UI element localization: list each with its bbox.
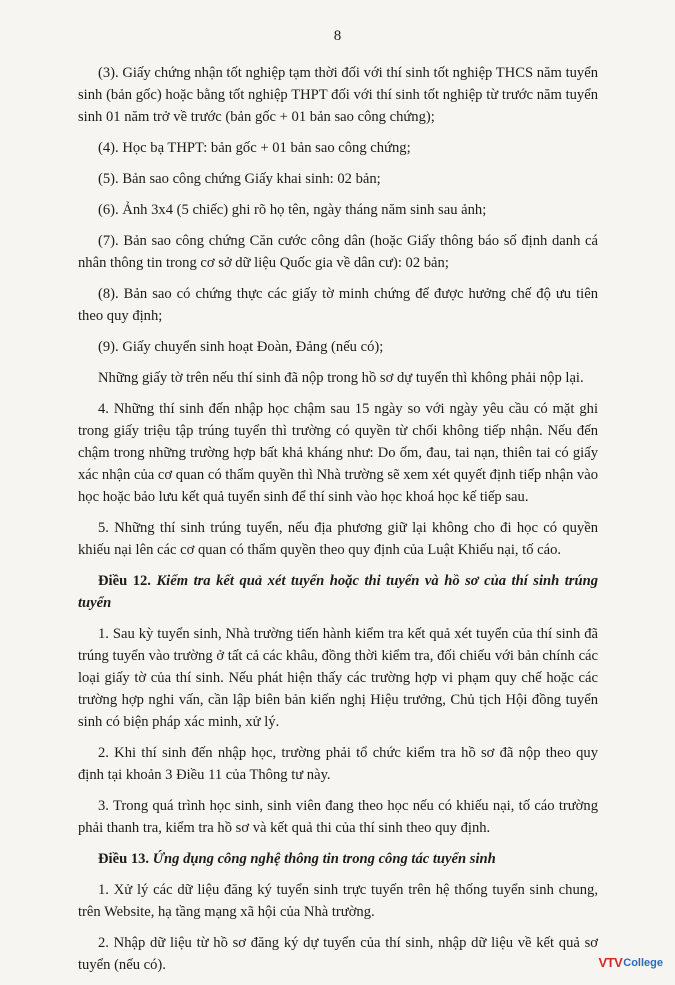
paragraph: 1. Sau kỳ tuyển sinh, Nhà trường tiến hành kiểm tra kết quả xét tuyển của thí sinh đã trúng tuyển vào trường ở tất cả các khâu, đồng thời kiểm tra, đối chiếu với bản chính các loại giấy tờ của thí sinh. Nếu phát hiện thấy các trường hợp vi phạm quy chế hoặc các trường hợp nghi vấn, cần lập biên bản kiến nghị Hiệu trưởng, Chủ tịch Hội đồng tuyển sinh có biện pháp xác minh, xử lý. (78, 626, 598, 730)
paragraph: 1. Xử lý các dữ liệu đăng ký tuyển sinh trực tuyến trên hệ thống tuyển sinh chung, trên Website, hạ tầng mạng xã hội của Nhà trường. (78, 882, 598, 920)
article-label: Điều 12. (98, 573, 151, 589)
article-title: Ứng dụng công nghệ thông tin trong công tác tuyển sinh (152, 851, 496, 867)
article-label: Điều 13. (98, 851, 150, 867)
paragraph: 2. Nhập dữ liệu từ hồ sơ đăng ký dự tuyển của thí sinh, nhập dữ liệu về kết quả sơ tuyển (nếu có). (78, 935, 598, 973)
paragraph: (9). Giấy chuyển sinh hoạt Đoàn, Đảng (nếu có); (98, 339, 384, 355)
paragraph: 4. Những thí sinh đến nhập học chậm sau 15 ngày so với ngày yêu cầu có mặt ghi trong giấy triệu tập trúng tuyển thì trường có quyền từ chối không tiếp nhận. Nếu đến chậm trong những trường hợp bất khả kháng như: Do ốm, đau, tai nạn, thiên tai có giấy xác nhận của cơ quan có thẩm quyền thì Nhà trường sẽ xem xét quyết định tiếp nhận vào học hoặc bảo lưu kết quả tuyển sinh để thí sinh vào học khoá học kế tiếp sau. (78, 401, 598, 505)
watermark-sub: College (623, 956, 663, 969)
paragraph: (7). Bản sao công chứng Căn cước công dân (hoặc Giấy thông báo số định danh cá nhân thông tin trong cơ sở dữ liệu Quốc gia về dân cư): 02 bản; (78, 233, 598, 271)
article-heading (78, 848, 598, 870)
vtv-college-watermark (598, 955, 663, 970)
paragraph: (3). Giấy chứng nhận tốt nghiệp tạm thời đối với thí sinh tốt nghiệp THCS năm tuyển sinh (bản gốc) hoặc bằng tốt nghiệp THPT đối với thí sinh tốt nghiệp từ trước năm tuyển sinh 01 năm trở về trước (bản gốc + 01 bản sao công chứng); (78, 65, 598, 125)
document-body (78, 62, 598, 985)
paragraph: Những giấy tờ trên nếu thí sinh đã nộp trong hồ sơ dự tuyển thì không phải nộp lại. (98, 370, 584, 386)
page-number: 8 (333, 28, 342, 44)
watermark-brand: VTV (598, 955, 623, 970)
paragraph: (4). Học bạ THPT: bản gốc + 01 bản sao công chứng; (98, 140, 411, 156)
paragraph: (6). Ảnh 3x4 (5 chiếc) ghi rõ họ tên, ngày tháng năm sinh sau ảnh; (98, 202, 487, 218)
article-title: Kiểm tra kết quả xét tuyển hoặc thi tuyển và hồ sơ của thí sinh trúng tuyển (78, 573, 599, 611)
paragraph: 3. Trong quá trình học sinh, sinh viên đang theo học nếu có khiếu nại, tố cáo trường phải thanh tra, kiểm tra hồ sơ và kết quả thi của thí sinh theo quy định. (78, 798, 598, 836)
paragraph: (5). Bản sao công chứng Giấy khai sinh: 02 bản; (98, 171, 381, 187)
article-heading (78, 570, 598, 614)
paragraph: 5. Những thí sinh trúng tuyển, nếu địa phương giữ lại không cho đi học có quyền khiếu nại lên các cơ quan có thẩm quyền theo quy định của Luật Khiếu nại, tố cáo. (78, 520, 598, 558)
paragraph: 2. Khi thí sinh đến nhập học, trường phải tổ chức kiểm tra hồ sơ đã nộp theo quy định tại khoản 3 Điều 11 của Thông tư này. (78, 745, 598, 783)
paragraph: (8). Bản sao có chứng thực các giấy tờ minh chứng để được hưởng chế độ ưu tiên theo quy định; (78, 286, 598, 324)
